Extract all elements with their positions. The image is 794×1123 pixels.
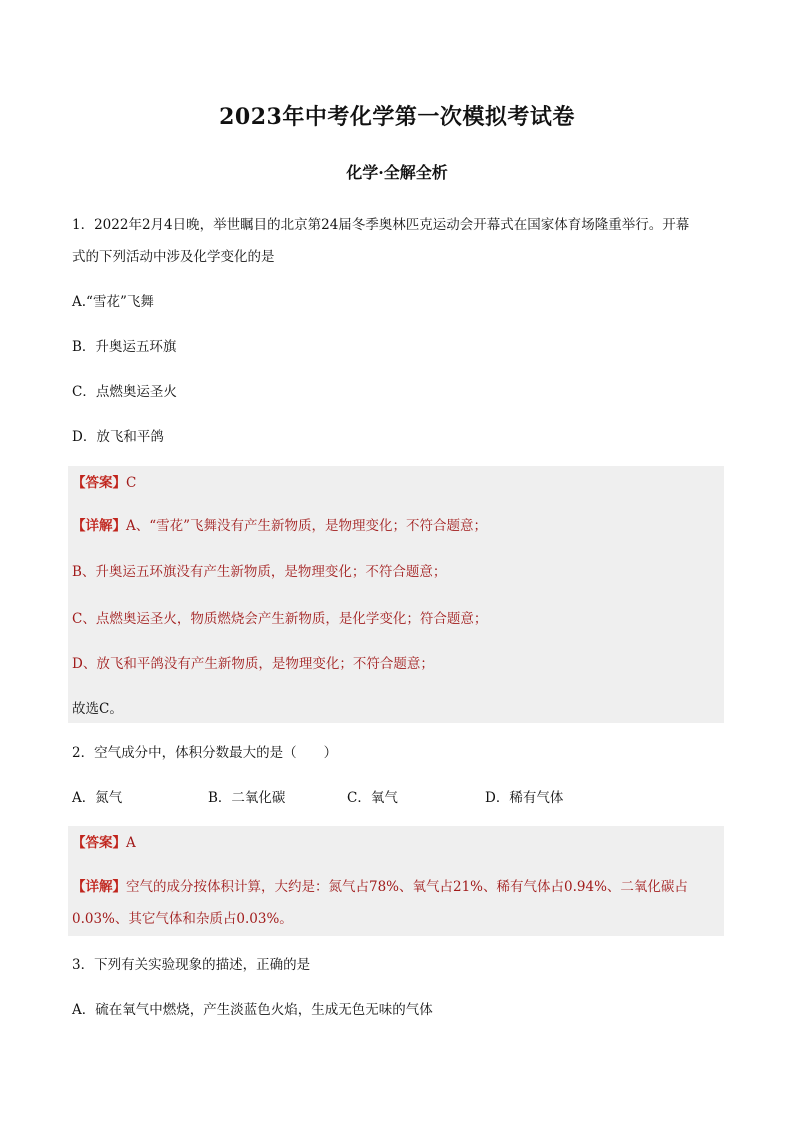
detail-text: A、“雪花”飞舞没有产生新物质，是物理变化；不符合题意； — [126, 518, 488, 534]
q1-detail-line2: B、升奥运五环旗没有产生新物质，是物理变化；不符合题意； — [72, 564, 447, 580]
detail-text: 空气的成分按体积计算，大约是：氮气占78%、氧气占21%、稀有气体占0.94%、二氧化碳占 — [126, 879, 688, 895]
answer-tag: 【答案】 — [72, 475, 126, 491]
q2-option-a: A．氮气 — [72, 790, 123, 806]
page-subtitle: 化学·全解全析 — [346, 163, 448, 182]
answer-value: C — [126, 475, 137, 491]
q2-option-d: D．稀有气体 — [485, 790, 564, 806]
page-title: 2023年中考化学第一次模拟考试卷 — [219, 104, 575, 130]
q2-detail-line2: 0.03%、其它气体和杂质占0.03%。 — [72, 911, 293, 927]
q3-stem: 3．下列有关实验现象的描述，正确的是 — [72, 957, 311, 973]
q1-option-b: B．升奥运五环旗 — [72, 339, 177, 355]
q2-option-c: C．氧气 — [347, 790, 398, 806]
q2-option-b: B．二氧化碳 — [208, 790, 286, 806]
detail-tag: 【详解】 — [72, 879, 126, 895]
q2-detail-line1 — [72, 877, 724, 897]
q1-option-a: A.“雪花”飞舞 — [72, 294, 154, 310]
answer-value: A — [126, 835, 136, 851]
q1-stem-line1: 1．2022年2月4日晚，举世瞩目的北京第24届冬季奥林匹克运动会开幕式在国家体育场隆重举行。开幕 — [72, 217, 690, 233]
q1-option-d: D．放飞和平鸽 — [72, 429, 164, 445]
q1-detail-line4: D、放飞和平鸽没有产生新物质，是物理变化；不符合题意； — [72, 656, 434, 672]
q1-option-c: C．点燃奥运圣火 — [72, 384, 177, 400]
q3-option-a: A．硫在氧气中燃烧，产生淡蓝色火焰，生成无色无味的气体 — [72, 1002, 433, 1018]
q1-solution-box — [68, 466, 724, 723]
q1-answer — [72, 473, 724, 493]
q1-stem-line2: 式的下列活动中涉及化学变化的是 — [72, 249, 275, 265]
q1-detail-line3: C、点燃奥运圣火，物质燃烧会产生新物质，是化学变化；符合题意； — [72, 611, 488, 627]
q1-detail-line1 — [72, 516, 724, 536]
q2-answer — [72, 833, 724, 853]
q2-stem: 2．空气成分中，体积分数最大的是（ ） — [72, 745, 338, 761]
detail-tag: 【详解】 — [72, 518, 126, 534]
q1-conclusion: 故选C。 — [72, 701, 123, 717]
answer-tag: 【答案】 — [72, 835, 126, 851]
